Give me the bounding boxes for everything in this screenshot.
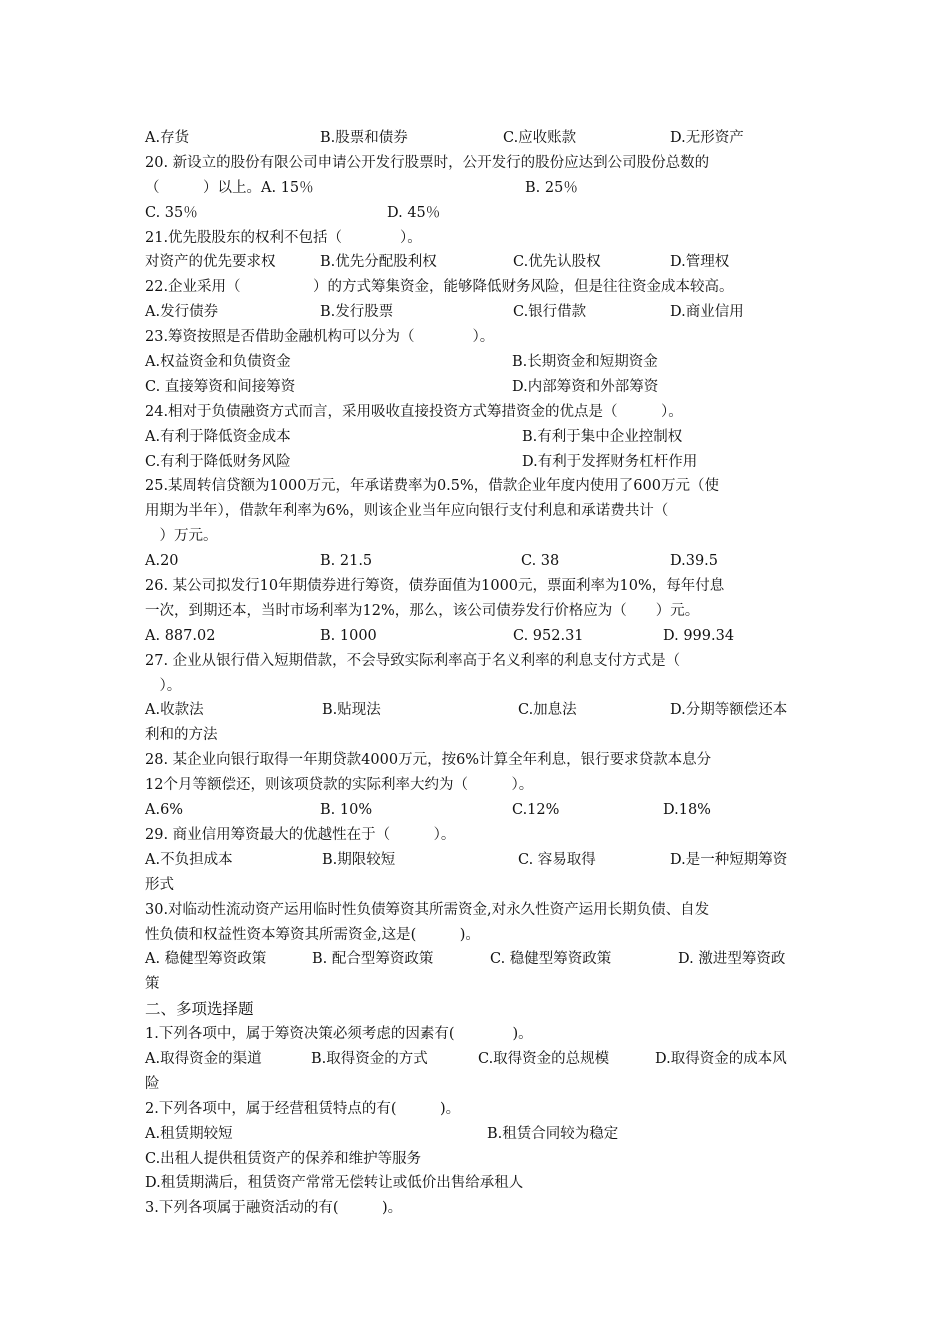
option-row	[145, 176, 810, 201]
text-line: 28. 某企业向银行取得一年期贷款4000万元，按6%计算全年利息，银行要求贷款本息分	[145, 752, 712, 769]
text-line: 20. 新设立的股份有限公司申请公开发行股票时，公开发行的股份应达到公司股份总数的	[145, 154, 710, 171]
answer-option: C.银行借款	[513, 304, 587, 321]
answer-option: B.贴现法	[322, 702, 381, 719]
answer-option: A. 稳健型筹资政策	[145, 951, 267, 968]
answer-option: D.取得资金的成本风	[655, 1050, 787, 1067]
answer-option: D. 999.34	[663, 627, 735, 644]
question-list	[145, 126, 810, 1221]
answer-option: B.优先分配股利权	[320, 254, 437, 271]
text-line: 策	[145, 976, 160, 993]
answer-option: B.长期资金和短期资金	[512, 354, 658, 371]
text-line: 12个月等额偿还，则该项贷款的实际利率大约为（ ）。	[145, 777, 534, 794]
text-line: 23.筹资按照是否借助金融机构可以分为（ ）。	[145, 329, 495, 346]
answer-option: D.内部筹资和外部筹资	[512, 378, 659, 395]
option-row	[145, 350, 810, 375]
answer-option: D. 激进型筹资政	[678, 951, 786, 968]
answer-option: （ ）以上。A. 15％	[145, 179, 314, 196]
text-line: 险	[145, 1075, 160, 1092]
answer-option: B.股票和债券	[320, 130, 408, 146]
answer-option: C. 容易取得	[518, 851, 596, 868]
option-row	[145, 624, 810, 649]
text-line: 22.企业采用（ ）的方式筹集资金，能够降低财务风险，但是往往资金成本较高。	[145, 279, 734, 296]
text-line: 用期为半年），借款年利率为6%，则该企业当年应向银行支付利息和承诺费共计（	[145, 503, 669, 520]
answer-option: D.18%	[663, 802, 711, 819]
option-row	[145, 375, 810, 400]
answer-option: B. 21.5	[320, 553, 373, 570]
answer-option: A. 887.02	[145, 627, 216, 644]
text-line: 24.相对于负债融资方式而言，采用吸收直接投资方式筹措资金的优点是（ ）。	[145, 403, 683, 420]
text-line: 3.下列各项属于融资活动的有( )。	[145, 1200, 403, 1217]
text-line: ）万元。	[145, 528, 218, 545]
text-line: 利和的方法	[145, 727, 218, 744]
text-line: 29. 商业信用筹资最大的优越性在于（ ）。	[145, 826, 456, 843]
answer-option: B.租赁合同较为稳定	[487, 1125, 619, 1142]
answer-option: C.优先认股权	[513, 254, 601, 271]
option-row	[145, 549, 810, 574]
answer-option: B.发行股票	[320, 304, 394, 321]
answer-option: B. 1000	[320, 627, 377, 644]
answer-option: C. 952.31	[513, 627, 584, 644]
answer-option: A.取得资金的渠道	[145, 1050, 262, 1067]
text-line: 性负债和权益性资本筹资其所需资金,这是( )。	[145, 926, 480, 943]
option-row	[145, 450, 810, 475]
answer-option: C. 35％	[145, 204, 198, 221]
answer-option: A.收款法	[145, 702, 204, 719]
option-row	[145, 1122, 810, 1147]
answer-option: D.管理权	[670, 254, 730, 271]
option-row	[145, 798, 810, 823]
answer-option: D.分期等额偿还本	[670, 702, 788, 719]
answer-option: D. 45％	[387, 204, 441, 221]
text-line: 30.对临动性流动资产运用临时性负债筹资其所需资金,对永久性资产运用长期负债、自发	[145, 901, 710, 918]
option-row	[145, 848, 810, 873]
option-row	[145, 947, 810, 972]
section-heading: 二、多项选择题	[145, 1000, 254, 1019]
answer-option: D.无形资产	[670, 130, 744, 146]
option-row	[145, 126, 810, 151]
text-line: 一次，到期还本，当时市场利率为12%，那么，该公司债券发行价格应为（ ）元。	[145, 602, 700, 619]
text-line: D.租赁期满后，租赁资产常常无偿转让或低价出售给承租人	[145, 1175, 524, 1192]
answer-option: C.加息法	[518, 702, 577, 719]
answer-option: C.12%	[512, 802, 560, 819]
answer-option: B. 配合型筹资政策	[312, 951, 434, 968]
answer-option: C.有利于降低财务风险	[145, 453, 291, 470]
text-line: C.出租人提供租赁资产的保养和维护等服务	[145, 1150, 422, 1167]
answer-option: A.不负担成本	[145, 851, 233, 868]
answer-option: B.有利于集中企业控制权	[522, 428, 683, 445]
answer-option: C. 稳健型筹资政策	[490, 951, 612, 968]
answer-option: B.取得资金的方式	[311, 1050, 428, 1067]
option-row	[145, 1047, 810, 1072]
text-line: 26. 某公司拟发行10年期债券进行筹资，债券面值为1000元，票面利率为10%，每年付息	[145, 578, 725, 595]
answer-option: A.6%	[145, 802, 184, 819]
option-row	[145, 698, 810, 723]
answer-option: A.发行债券	[145, 304, 219, 321]
answer-option: C. 直接筹资和间接筹资	[145, 378, 296, 395]
answer-option: D.商业信用	[670, 304, 744, 321]
text-line: ）。	[145, 677, 182, 694]
answer-option: A.存货	[145, 130, 190, 146]
answer-option: B. 10%	[320, 802, 373, 819]
answer-option: D.是一种短期筹资	[670, 851, 788, 868]
answer-option: C.取得资金的总规模	[478, 1050, 610, 1067]
answer-option: B.期限较短	[322, 851, 396, 868]
answer-option: A.有利于降低资金成本	[145, 428, 291, 445]
option-row	[145, 425, 810, 450]
text-line: 21.优先股股东的权利不包括（ ）。	[145, 229, 422, 246]
option-row	[145, 201, 810, 226]
text-line: 27. 企业从银行借入短期借款，不会导致实际利率高于名义利率的利息支付方式是（	[145, 652, 681, 669]
answer-option: A.租赁期较短	[145, 1125, 233, 1142]
answer-option: 对资产的优先要求权	[145, 254, 276, 271]
text-line: 2.下列各项中，属于经营租赁特点的有( )。	[145, 1100, 461, 1117]
text-line: 形式	[145, 876, 174, 893]
answer-option: C.应收账款	[503, 130, 577, 146]
answer-option: A.20	[145, 553, 179, 570]
option-row	[145, 250, 810, 275]
text-line: 25.某周转信贷额为1000万元，年承诺费率为0.5%，借款企业年度内使用了600万元（使	[145, 478, 719, 495]
option-row	[145, 300, 810, 325]
answer-option: A.权益资金和负债资金	[145, 354, 291, 371]
text-line: 1.下列各项中，属于筹资决策必须考虑的因素有( )。	[145, 1026, 533, 1043]
answer-option: B. 25％	[525, 179, 578, 196]
answer-option: D.39.5	[670, 553, 719, 570]
answer-option: C. 38	[521, 553, 560, 570]
answer-option: D.有利于发挥财务杠杆作用	[522, 453, 698, 470]
